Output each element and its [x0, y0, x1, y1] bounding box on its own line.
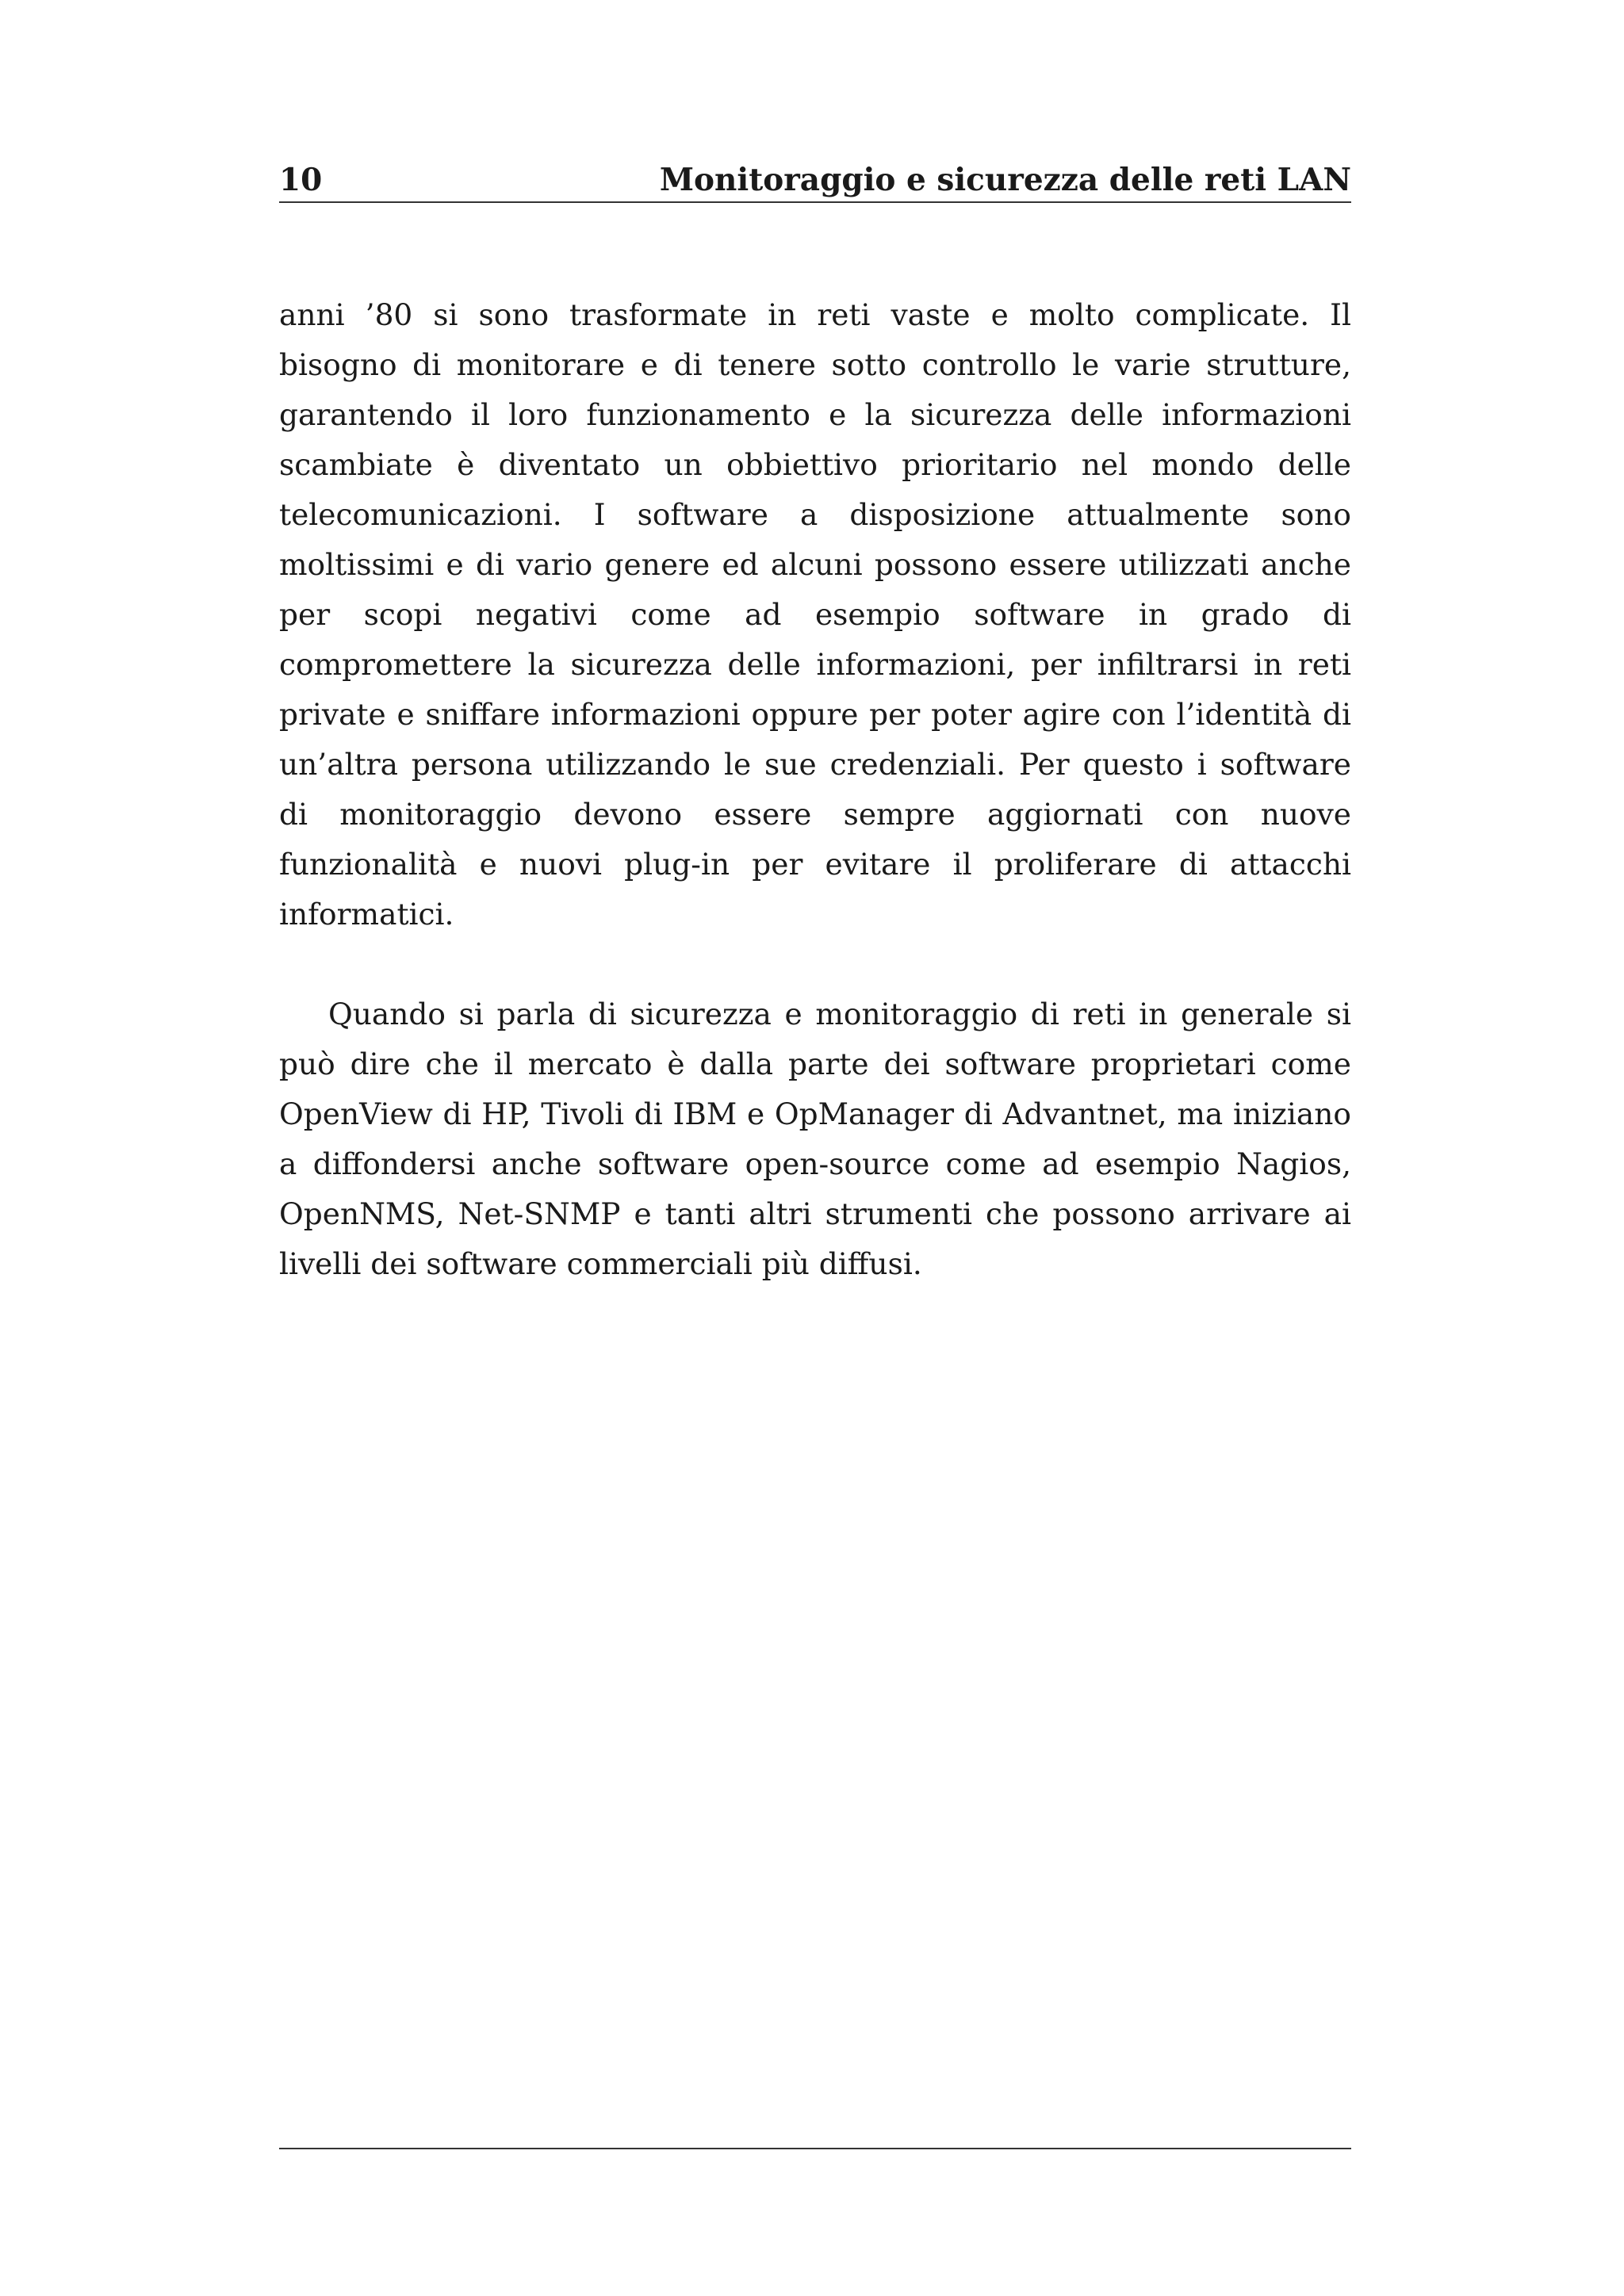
header-rule [279, 201, 1351, 203]
running-header [279, 157, 1351, 203]
paragraph-continued: anni ’80 si sono trasformate in reti vaste e molto complicate. Il bisogno di monitorare e di tenere sotto controllo le varie strutture, garantendo il loro funzionamento e la sicurezza delle informazioni scambiate è diventato un obbiettivo prioritario nel mondo delle telecomunicazioni. I software a disposizione attualmente sono moltissimi e di vario genere ed alcuni possono essere utilizzati anche per scopi negativi come ad esempio software in grado di compromettere la sicurezza delle informazioni, per infiltrarsi in reti private e sniffare informazioni oppure per poter agire con l’identità di un’altra persona utilizzando le sue credenziali. Per questo i software di monitoraggio devono essere sempre aggiornati con nuove funzionalità e nuovi plug-in per evitare il proliferare di attacchi informatici. [279, 297, 1351, 932]
body-text [279, 290, 1351, 1289]
page-number: 10 [279, 162, 323, 198]
chapter-title: Monitoraggio e sicurezza delle reti LAN [659, 162, 1351, 198]
paragraph-market-overview: Quando si parla di sicurezza e monitoraggio di reti in generale si può dire che il mercato è dalla parte dei software proprietari come OpenView di HP, Tivoli di IBM e OpManager di Advantnet, ma iniziano a diffondersi anche software open-source come ad esempio Nagios, OpenNMS, Net-SNMP e tanti altri strumenti che possono arrivare ai livelli dei software commerciali più diffusi. [279, 997, 1351, 1281]
footer-rule [279, 2148, 1351, 2149]
